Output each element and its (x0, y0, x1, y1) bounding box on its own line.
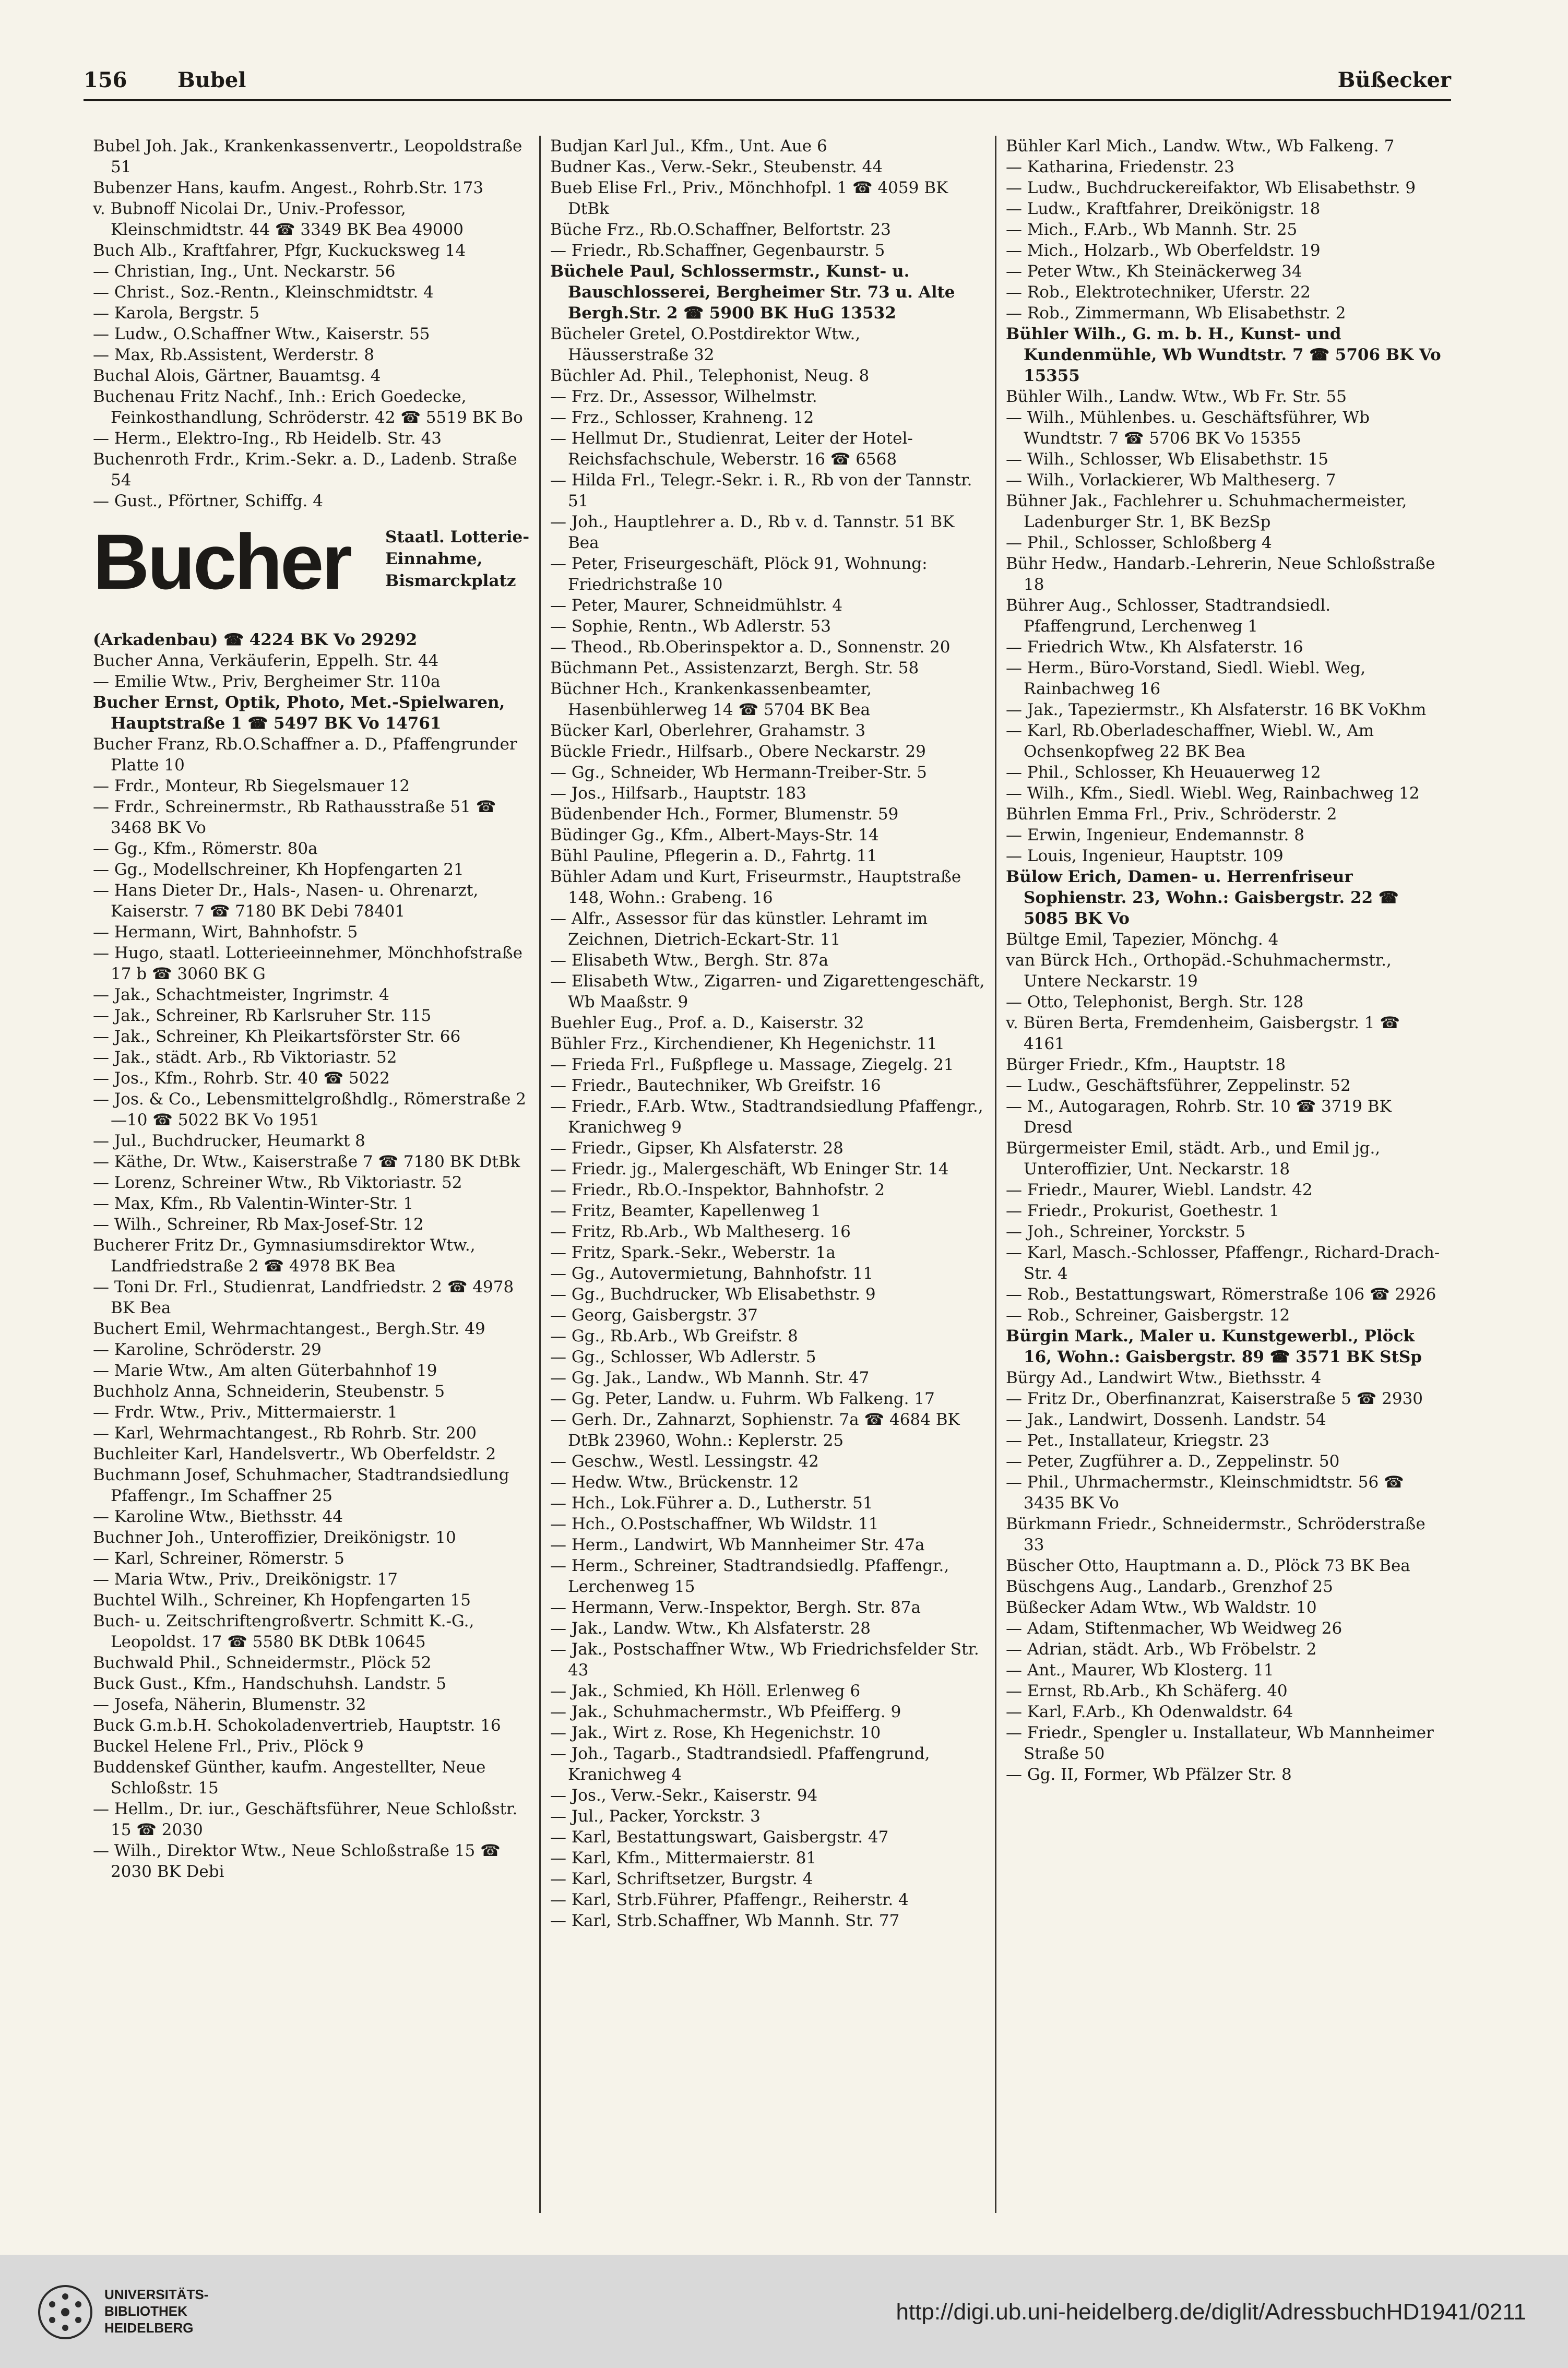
source-url-link[interactable]: http://digi.ub.uni-heidelberg.de/diglit/AdressbuchHD1941/0211 (896, 2299, 1526, 2325)
directory-entry: — Friedr. jg., Malergeschäft, Wb Eninger Str. 14 (550, 1160, 949, 1179)
directory-entry: — Erwin, Ingenieur, Endemannstr. 8 (1006, 826, 1304, 844)
directory-entry: Buchleiter Karl, Handelsvertr., Wb Oberfeldstr. 2 (93, 1445, 496, 1463)
directory-entry: — Jak., Landwirt, Dossenh. Landstr. 54 (1006, 1410, 1326, 1429)
directory-entry: — Fritz, Rb.Arb., Wb Maltheserg. 16 (550, 1222, 851, 1241)
directory-entry: — Herm., Elektro-Ing., Rb Heidelb. Str. 43 (93, 429, 442, 448)
directory-entry: — Karl, Schreiner, Römerstr. 5 (93, 1549, 345, 1568)
directory-entry: Bühler Frz., Kirchendiener, Kh Hegenichstr. 11 (550, 1034, 937, 1053)
directory-entry: — Ludw., Geschäftsführer, Zeppelinstr. 52 (1006, 1076, 1351, 1095)
directory-entry: Büche Frz., Rb.O.Schaffner, Belfortstr. 23 (550, 220, 891, 239)
page-footer (0, 2255, 1568, 2368)
directory-entry: — Hch., Lok.Führer a. D., Lutherstr. 51 (550, 1494, 873, 1513)
directory-entry: — Ant., Maurer, Wb Klosterg. 11 (1006, 1661, 1274, 1680)
directory-entry: Bubenzer Hans, kaufm. Angest., Rohrb.Str. 173 (93, 179, 484, 197)
directory-entry: — Herm., Landwirt, Wb Mannheimer Str. 47a (550, 1536, 925, 1554)
directory-entry: Büdenbender Hch., Former, Blumenstr. 59 (550, 805, 899, 824)
directory-entry: — Gust., Pförtner, Schiffg. 4 (93, 492, 323, 510)
directory-entry: Büchner Hch., Krankenkassenbeamter, Hasenbühlerweg 14 ☎ 5704 BK Bea (550, 680, 872, 719)
directory-entry: — Adrian, städt. Arb., Wb Fröbelstr. 2 (1006, 1640, 1317, 1659)
bucher-advertisement (93, 520, 530, 624)
directory-entry: — Pet., Installateur, Kriegstr. 23 (1006, 1431, 1269, 1450)
directory-entry: — Jak., Schachtmeister, Ingrimstr. 4 (93, 985, 389, 1004)
directory-entry: — Wilh., Direktor Wtw., Neue Schloßstraße 15 ☎ 2030 BK Debi (93, 1841, 501, 1881)
directory-entry: Bühler Wilh., G. m. b. H., Kunst- und Kundenmühle, Wb Wundtstr. 7 ☎ 5706 BK Vo 15355 (1006, 325, 1441, 385)
directory-entry: Bürgermeister Emil, städt. Arb., und Emil jg., Unteroffizier, Unt. Neckarstr. 18 (1006, 1139, 1381, 1179)
directory-entry: — Jos., Kfm., Rohrb. Str. 40 ☎ 5022 (93, 1069, 390, 1088)
bucher-ad-footer: (Arkadenbau) ☎ 4224 BK Vo 29292 (93, 630, 418, 649)
directory-entry: Bühler Karl Mich., Landw. Wtw., Wb Falkeng. 7 (1006, 137, 1395, 156)
header-left-keyword: Bubel (177, 68, 246, 92)
directory-entry: — Karl, Bestattungswart, Gaisbergstr. 47 (550, 1828, 889, 1847)
column-3 (995, 136, 1451, 2213)
directory-entry: — Fritz, Beamter, Kapellenweg 1 (550, 1201, 821, 1220)
directory-entry: — Gg. Jak., Landw., Wb Mannh. Str. 47 (550, 1369, 870, 1387)
directory-entry: — Toni Dr. Frl., Studienrat, Landfriedstr. 2 ☎ 4978 BK Bea (93, 1278, 514, 1317)
directory-entry: Buchwald Phil., Schneidermstr., Plöck 52 (93, 1653, 432, 1672)
directory-entry: — Karoline, Schröderstr. 29 (93, 1340, 322, 1359)
directory-entry: — Karl, Strb.Schaffner, Wb Mannh. Str. 77 (550, 1911, 900, 1930)
directory-entry: — Frz. Dr., Assessor, Wilhelmstr. (550, 387, 817, 406)
directory-entry: Bühr Hedw., Handarb.-Lehrerin, Neue Schloßstraße 18 (1006, 554, 1435, 594)
directory-entry: — Frieda Frl., Fußpflege u. Massage, Ziegelg. 21 (550, 1055, 954, 1074)
directory-entry: Buchal Alois, Gärtner, Bauamtsg. 4 (93, 366, 381, 385)
directory-entry: — Mich., F.Arb., Wb Mannh. Str. 25 (1006, 220, 1298, 239)
directory-entry: — Josefa, Näherin, Blumenstr. 32 (93, 1695, 366, 1714)
directory-entry: — Katharina, Friedenstr. 23 (1006, 158, 1234, 176)
directory-entry: — Karl, Masch.-Schlosser, Pfaffengr., Richard-Drach-Str. 4 (1006, 1243, 1440, 1283)
directory-entry: — Max, Rb.Assistent, Werderstr. 8 (93, 346, 374, 364)
directory-entry: — Hch., O.Postschaffner, Wb Wildstr. 11 (550, 1515, 879, 1533)
directory-entry: — Herm., Schreiner, Stadtrandsiedlg. Pfaffengr., Lerchenweg 15 (550, 1556, 949, 1596)
directory-entry: — Frz., Schlosser, Krahneng. 12 (550, 408, 814, 427)
directory-entry: — Peter, Zugführer a. D., Zeppelinstr. 50 (1006, 1452, 1340, 1471)
directory-entry: Bühler Adam und Kurt, Friseurmstr., Hauptstraße 148, Wohn.: Grabeng. 16 (550, 867, 961, 907)
directory-entry: — Friedr., Bautechniker, Wb Greifstr. 16 (550, 1076, 881, 1095)
directory-entry: — M., Autogaragen, Rohrb. Str. 10 ☎ 3719 BK Dresd (1006, 1097, 1392, 1137)
directory-entry: — Ludw., Buchdruckereifaktor, Wb Elisabethstr. 9 (1006, 179, 1416, 197)
directory-entry: — Herm., Büro-Vorstand, Siedl. Wiebl. Weg, Rainbachweg 16 (1006, 659, 1366, 698)
directory-entry: Buck G.m.b.H. Schokoladenvertrieb, Hauptstr. 16 (93, 1716, 501, 1735)
directory-entry: Buchmann Josef, Schuhmacher, Stadtrandsiedlung Pfaffengr., Im Schaffner 25 (93, 1466, 509, 1505)
directory-entry: Buchenau Fritz Nachf., Inh.: Erich Goedecke, Feinkosthandlung, Schröderstr. 42 ☎ 5519 BK Bo (93, 387, 523, 427)
directory-entry: Bühler Wilh., Landw. Wtw., Wb Fr. Str. 55 (1006, 387, 1347, 406)
directory-entry: Büdinger Gg., Kfm., Albert-Mays-Str. 14 (550, 826, 879, 844)
university-library-logo-icon (37, 2283, 94, 2341)
directory-entry: — Gg. II, Former, Wb Pfälzer Str. 8 (1006, 1765, 1292, 1784)
directory-entry: — Jak., Wirt z. Rose, Kh Hegenichstr. 10 (550, 1723, 881, 1742)
directory-entry: Buckel Helene Frl., Priv., Plöck 9 (93, 1737, 364, 1756)
directory-entry: — Hugo, staatl. Lotterieeinnehmer, Mönchhofstraße 17 b ☎ 3060 BK G (93, 944, 522, 983)
directory-entry: — Ludw., O.Schaffner Wtw., Kaiserstr. 55 (93, 325, 430, 343)
column-2 (539, 136, 995, 2213)
directory-entry: Bühl Pauline, Pflegerin a. D., Fahrtg. 11 (550, 847, 877, 865)
directory-entry: — Elisabeth Wtw., Zigarren- und Zigarettengeschäft, Wb Maaßstr. 9 (550, 972, 985, 1012)
directory-entry: Buchert Emil, Wehrmachtangest., Bergh.Str. 49 (93, 1319, 485, 1338)
directory-entry: Bürger Friedr., Kfm., Hauptstr. 18 (1006, 1055, 1286, 1074)
directory-entry: — Joh., Tagarb., Stadtrandsiedl. Pfaffengrund, Kranichweg 4 (550, 1744, 930, 1784)
directory-entry: — Mich., Holzarb., Wb Oberfeldstr. 19 (1006, 241, 1321, 260)
directory-entry: — Friedr., Maurer, Wiebl. Landstr. 42 (1006, 1181, 1313, 1199)
directory-entry: — Jak., Schreiner, Rb Karlsruher Str. 115 (93, 1006, 432, 1025)
directory-entry: — Hermann, Wirt, Bahnhofstr. 5 (93, 923, 358, 942)
directory-entry: — Max, Kfm., Rb Valentin-Winter-Str. 1 (93, 1194, 414, 1213)
directory-entry: Buchtel Wilh., Schreiner, Kh Hopfengarten 15 (93, 1591, 471, 1610)
directory-entry: — Frdr., Monteur, Rb Siegelsmauer 12 (93, 777, 410, 795)
directory-entry: — Ernst, Rb.Arb., Kh Schäferg. 40 (1006, 1682, 1288, 1700)
directory-entry: Bueb Elise Frl., Priv., Mönchhofpl. 1 ☎ 4059 BK DtBk (550, 179, 948, 218)
directory-entry: — Wilh., Schreiner, Rb Max-Josef-Str. 12 (93, 1215, 424, 1234)
page-number: 156 (84, 68, 127, 92)
directory-entry: — Gg., Rb.Arb., Wb Greifstr. 8 (550, 1327, 798, 1346)
directory-entry: Bülow Erich, Damen- u. Herrenfriseur Sophienstr. 23, Wohn.: Gaisbergstr. 22 ☎ 5085 BK Vo (1006, 867, 1399, 928)
directory-entry: — Theod., Rb.Oberinspektor a. D., Sonnenstr. 20 (550, 638, 951, 657)
directory-entry: — Rob., Zimmermann, Wb Elisabethstr. 2 (1006, 304, 1346, 323)
directory-entry: Buchenroth Frdr., Krim.-Sekr. a. D., Ladenb. Straße 54 (93, 450, 517, 490)
directory-entry: — Wilh., Vorlackierer, Wb Maltheserg. 7 (1006, 471, 1336, 490)
directory-entry: Büßecker Adam Wtw., Wb Waldstr. 10 (1006, 1598, 1317, 1617)
directory-entry: — Fritz, Spark.-Sekr., Weberstr. 1a (550, 1243, 836, 1262)
directory-entry: — Jos. & Co., Lebensmittelgroßhdlg., Römerstraße 2—10 ☎ 5022 BK Vo 1951 (93, 1090, 526, 1129)
directory-entry: Bücheler Gretel, O.Postdirektor Wtw., Häusserstraße 32 (550, 325, 861, 364)
directory-entry: — Phil., Schlosser, Kh Heuauerweg 12 (1006, 763, 1321, 782)
directory-entry: — Gg., Buchdrucker, Wb Elisabethstr. 9 (550, 1285, 876, 1304)
directory-entry: — Karl, Strb.Führer, Pfaffengr., Reiherstr. 4 (550, 1890, 909, 1909)
directory-entry: — Peter Wtw., Kh Steinäckerweg 34 (1006, 262, 1302, 281)
directory-entry: — Rob., Elektrotechniker, Uferstr. 22 (1006, 283, 1311, 302)
directory-entry: — Jak., Postschaffner Wtw., Wb Friedrichsfelder Str. 43 (550, 1640, 979, 1680)
directory-entry: — Jos., Hilfsarb., Hauptstr. 183 (550, 784, 806, 803)
directory-entry: — Marie Wtw., Am alten Güterbahnhof 19 (93, 1361, 437, 1380)
directory-entry: — Hellmut Dr., Studienrat, Leiter der Hotel-Reichsfachschule, Weberstr. 16 ☎ 6568 (550, 429, 913, 469)
directory-entry: — Maria Wtw., Priv., Dreikönigstr. 17 (93, 1570, 398, 1589)
directory-entry: — Elisabeth Wtw., Bergh. Str. 87a (550, 951, 829, 970)
directory-entry: — Friedr., Spengler u. Installateur, Wb Mannheimer Straße 50 (1006, 1723, 1434, 1763)
directory-entry: — Karola, Bergstr. 5 (93, 304, 260, 323)
directory-entry: Bückle Friedr., Hilfsarb., Obere Neckarstr. 29 (550, 742, 926, 761)
directory-entry: — Alfr., Assessor für das künstler. Lehramt im Zeichnen, Dietrich-Eckart-Str. 11 (550, 909, 928, 949)
directory-entry: — Hans Dieter Dr., Hals-, Nasen- u. Ohrenarzt, Kaiserstr. 7 ☎ 7180 BK Debi 78401 (93, 881, 479, 921)
directory-entry: — Frdr., Schreinermstr., Rb Rathausstraße 51 ☎ 3468 BK Vo (93, 798, 496, 837)
directory-entry: — Jul., Packer, Yorckstr. 3 (550, 1807, 761, 1826)
directory-entry: — Käthe, Dr. Wtw., Kaiserstraße 7 ☎ 7180 BK DtBk (93, 1152, 520, 1171)
directory-entry: — Karl, Kfm., Mittermaierstr. 81 (550, 1849, 817, 1867)
directory-entry: — Friedr., F.Arb. Wtw., Stadtrandsiedlung Pfaffengr., Kranichweg 9 (550, 1097, 983, 1137)
directory-entry: — Friedr., Prokurist, Goethestr. 1 (1006, 1201, 1279, 1220)
directory-entry: — Hellm., Dr. iur., Geschäftsführer, Neue Schloßstr. 15 ☎ 2030 (93, 1800, 518, 1839)
directory-entry: — Gg., Autovermietung, Bahnhofstr. 11 (550, 1264, 874, 1283)
directory-entry: — Hilda Frl., Telegr.-Sekr. i. R., Rb von der Tannstr. 51 (550, 471, 972, 510)
column-1 (84, 136, 539, 2213)
directory-entry: — Christian, Ing., Unt. Neckarstr. 56 (93, 262, 396, 281)
directory-entry: Buch Alb., Kraftfahrer, Pfgr, Kuckucksweg 14 (93, 241, 466, 260)
directory-entry: — Jak., Schmied, Kh Höll. Erlenweg 6 (550, 1682, 861, 1700)
directory-entry: — Jak., städt. Arb., Rb Viktoriastr. 52 (93, 1048, 397, 1067)
directory-entry: Büchler Ad. Phil., Telephonist, Neug. 8 (550, 366, 870, 385)
directory-columns (84, 136, 1451, 2213)
directory-entry: Buchner Joh., Unteroffizier, Dreikönigstr. 10 (93, 1528, 456, 1547)
directory-entry: — Jak., Schreiner, Kh Pleikartsförster Str. 66 (93, 1027, 461, 1046)
directory-entry: — Jul., Buchdrucker, Heumarkt 8 (93, 1132, 365, 1150)
directory-entry: — Rob., Schreiner, Gaisbergstr. 12 (1006, 1306, 1290, 1325)
library-name: UNIVERSITÄTS- BIBLIOTHEK HEIDELBERG (104, 2287, 209, 2336)
directory-entry: Bürkmann Friedr., Schneidermstr., Schröderstraße 33 (1006, 1515, 1426, 1554)
directory-entry: — Adam, Stiftenmacher, Wb Weidweg 26 (1006, 1619, 1343, 1638)
directory-entry: Büchmann Pet., Assistenzarzt, Bergh. Str. 58 (550, 659, 919, 677)
directory-entry: — Gg. Peter, Landw. u. Fuhrm. Wb Falkeng. 17 (550, 1389, 935, 1408)
directory-entry: — Jak., Tapeziermstr., Kh Alsfaterstr. 16 BK VoKhm (1006, 700, 1427, 719)
directory-entry: — Christ., Soz.-Rentn., Kleinschmidtstr. 4 (93, 283, 434, 302)
directory-entry: Buchholz Anna, Schneiderin, Steubenstr. 5 (93, 1382, 445, 1401)
directory-entry: Bucherer Fritz Dr., Gymnasiumsdirektor Wtw., Landfriedstraße 2 ☎ 4978 BK Bea (93, 1236, 476, 1276)
directory-entry: Buehler Eug., Prof. a. D., Kaiserstr. 32 (550, 1014, 864, 1032)
directory-entry: van Bürck Hch., Orthopäd.-Schuhmachermstr., Untere Neckarstr. 19 (1006, 951, 1392, 991)
directory-entry: Bürgin Mark., Maler u. Kunstgewerbl., Plöck 16, Wohn.: Gaisbergstr. 89 ☎ 3571 BK StSp (1006, 1327, 1422, 1366)
directory-entry: — Wilh., Kfm., Siedl. Wiebl. Weg, Rainbachweg 12 (1006, 784, 1420, 803)
directory-entry: — Gg., Kfm., Römerstr. 80a (93, 839, 318, 858)
directory-entry: — Joh., Schreiner, Yorckstr. 5 (1006, 1222, 1246, 1241)
directory-entry: Bültge Emil, Tapezier, Mönchg. 4 (1006, 930, 1279, 949)
directory-entry: Buch- u. Zeitschriftengroßvertr. Schmitt K.-G., Leopoldst. 17 ☎ 5580 BK DtBk 10645 (93, 1612, 474, 1651)
directory-entry: — Peter, Friseurgeschäft, Plöck 91, Wohnung: Friedrichstraße 10 (550, 554, 928, 594)
header-right-keyword: Büßecker (1337, 68, 1451, 92)
directory-entry: — Jos., Verw.-Sekr., Kaiserstr. 94 (550, 1786, 818, 1805)
directory-entry: — Lorenz, Schreiner Wtw., Rb Viktoriastr. 52 (93, 1173, 462, 1192)
directory-entry: Budjan Karl Jul., Kfm., Unt. Aue 6 (550, 137, 827, 156)
directory-entry: Bürgy Ad., Landwirt Wtw., Biethsstr. 4 (1006, 1369, 1322, 1387)
directory-entry: Bubel Joh. Jak., Krankenkassenvertr., Leopoldstraße 51 (93, 137, 522, 176)
directory-entry: — Wilh., Schlosser, Wb Elisabethstr. 15 (1006, 450, 1328, 469)
directory-entry: — Jak., Landw. Wtw., Kh Alsfaterstr. 28 (550, 1619, 871, 1638)
directory-entry: — Friedr., Gipser, Kh Alsfaterstr. 28 (550, 1139, 844, 1158)
directory-entry: Buddenskef Günther, kaufm. Angestellter, Neue Schloßstr. 15 (93, 1758, 486, 1798)
directory-entry: Bühner Jak., Fachlehrer u. Schuhmachermeister, Ladenburger Str. 1, BK BezSp (1006, 492, 1407, 531)
directory-entry: — Friedrich Wtw., Kh Alsfaterstr. 16 (1006, 638, 1303, 657)
directory-entry: — Phil., Schlosser, Schloßberg 4 (1006, 533, 1272, 552)
directory-entry: — Karl, Schriftsetzer, Burgstr. 4 (550, 1870, 813, 1888)
directory-entry: Bucher Franz, Rb.O.Schaffner a. D., Pfaffengrunder Platte 10 (93, 735, 517, 775)
directory-entry: Büchele Paul, Schlossermstr., Kunst- u. Bauschlosserei, Bergheimer Str. 73 u. Alte Bergh.Str. 2 ☎ 5900 BK HuG 13532 (550, 262, 955, 323)
directory-entry: — Rob., Bestattungswart, Römerstraße 106 ☎ 2926 (1006, 1285, 1436, 1304)
directory-entry: — Otto, Telephonist, Bergh. Str. 128 (1006, 993, 1304, 1012)
bucher-ad-wordmark: Bucher (93, 518, 350, 605)
directory-entry: — Geschw., Westl. Lessingstr. 42 (550, 1452, 819, 1471)
page-header (84, 63, 1451, 104)
directory-entry: v. Bubnoff Nicolai Dr., Univ.-Professor, Kleinschmidtstr. 44 ☎ 3349 BK Bea 49000 (93, 199, 464, 239)
header-rule (84, 99, 1451, 101)
directory-entry: Bucher Ernst, Optik, Photo, Met.-Spielwaren, Hauptstraße 1 ☎ 5497 BK Vo 14761 (93, 693, 505, 733)
directory-entry: — Gg., Schneider, Wb Hermann-Treiber-Str. 5 (550, 763, 927, 782)
bucher-ad-side-text: Staatl. Lotterie- Einnahme, Bismarckplatz (385, 528, 530, 590)
directory-entry: — Phil., Uhrmachermstr., Kleinschmidtstr. 56 ☎ 3435 BK Vo (1006, 1473, 1404, 1513)
directory-entry: Buck Gust., Kfm., Handschuhsh. Landstr. 5 (93, 1674, 447, 1693)
directory-entry: — Gg., Modellschreiner, Kh Hopfengarten 21 (93, 860, 464, 879)
directory-entry: — Ludw., Kraftfahrer, Dreikönigstr. 18 (1006, 199, 1321, 218)
directory-entry: Bührer Aug., Schlosser, Stadtrandsiedl. Pfaffengrund, Lerchenweg 1 (1006, 596, 1331, 636)
directory-entry: Büschgens Aug., Landarb., Grenzhof 25 (1006, 1577, 1333, 1596)
directory-entry: Bücker Karl, Oberlehrer, Grahamstr. 3 (550, 721, 866, 740)
directory-entry: — Frdr. Wtw., Priv., Mittermaierstr. 1 (93, 1403, 398, 1422)
directory-entry: — Georg, Gaisbergstr. 37 (550, 1306, 758, 1325)
directory-entry: — Louis, Ingenieur, Hauptstr. 109 (1006, 847, 1284, 865)
directory-entry: — Fritz Dr., Oberfinanzrat, Kaiserstraße 5 ☎ 2930 (1006, 1389, 1423, 1408)
directory-entry: — Wilh., Mühlenbes. u. Geschäftsführer, Wb Wundtstr. 7 ☎ 5706 BK Vo 15355 (1006, 408, 1370, 448)
directory-entry: — Friedr., Rb.O.-Inspektor, Bahnhofstr. 2 (550, 1181, 885, 1199)
directory-entry: — Peter, Maurer, Schneidmühlstr. 4 (550, 596, 843, 615)
directory-entry: — Jak., Schuhmachermstr., Wb Pfeifferg. 9 (550, 1703, 901, 1721)
directory-entry: — Hedw. Wtw., Brückenstr. 12 (550, 1473, 799, 1492)
directory-entry: Bucher Anna, Verkäuferin, Eppelh. Str. 44 (93, 651, 439, 670)
directory-entry: — Friedr., Rb.Schaffner, Gegenbaurstr. 5 (550, 241, 885, 260)
directory-entry: Budner Kas., Verw.-Sekr., Steubenstr. 44 (550, 158, 883, 176)
directory-entry: — Emilie Wtw., Priv, Bergheimer Str. 110a (93, 672, 441, 691)
directory-entry: Büscher Otto, Hauptmann a. D., Plöck 73 BK Bea (1006, 1556, 1410, 1575)
directory-entry: — Karl, F.Arb., Kh Odenwaldstr. 64 (1006, 1703, 1293, 1721)
directory-entry: — Karoline Wtw., Biethsstr. 44 (93, 1507, 343, 1526)
directory-entry: — Sophie, Rentn., Wb Adlerstr. 53 (550, 617, 831, 636)
directory-entry: — Karl, Rb.Oberladeschaffner, Wiebl. W., Am Ochsenkopfweg 22 BK Bea (1006, 721, 1374, 761)
directory-entry: — Karl, Wehrmachtangest., Rb Rohrb. Str. 200 (93, 1424, 477, 1443)
directory-entry: — Joh., Hauptlehrer a. D., Rb v. d. Tannstr. 51 BK Bea (550, 513, 955, 552)
directory-entry: — Gerh. Dr., Zahnarzt, Sophienstr. 7a ☎ 4684 BK DtBk 23960, Wohn.: Keplerstr. 25 (550, 1410, 960, 1450)
directory-entry: — Hermann, Verw.-Inspektor, Bergh. Str. 87a (550, 1598, 921, 1617)
directory-entry: v. Büren Berta, Fremdenheim, Gaisbergstr. 1 ☎ 4161 (1006, 1014, 1400, 1053)
directory-entry: — Gg., Schlosser, Wb Adlerstr. 5 (550, 1348, 816, 1366)
directory-entry: Bührlen Emma Frl., Priv., Schröderstr. 2 (1006, 805, 1337, 824)
